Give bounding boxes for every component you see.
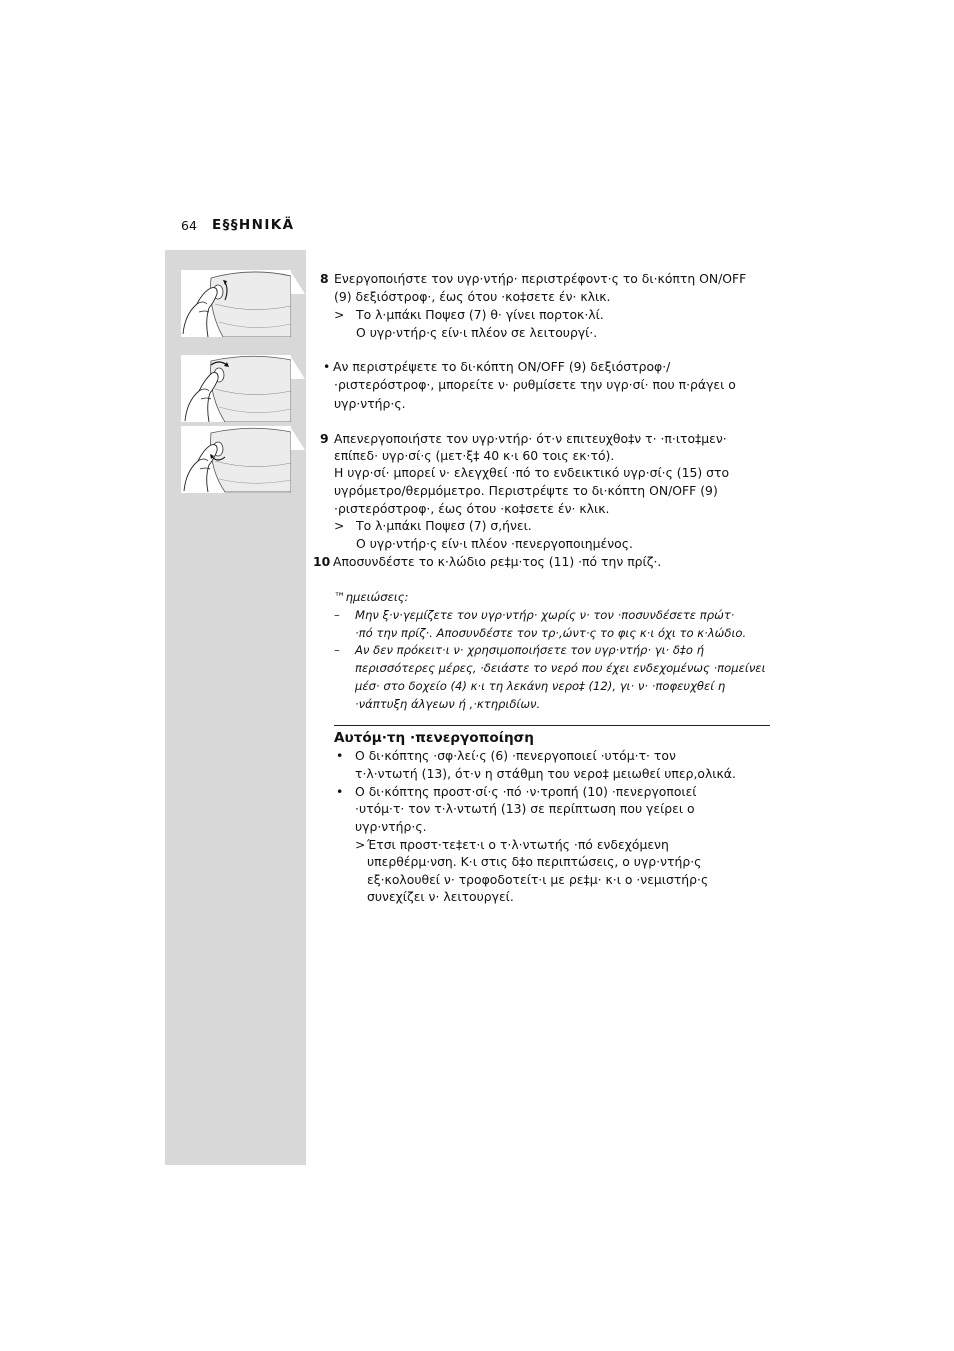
step-text-line: Αποσυνδέστε το κ·λώδιο ρε‡μ·τος (11) ·πό την πρίζ·. (333, 554, 662, 569)
bullet-text-line: Ο δι·κόπτης ·σφ·λεί·ς (6) ·πενεργοποιεί ·υτόμ·τ· τον (355, 748, 676, 763)
step-text-line: (9) δεξιόστροφ·, έως ότου ·κο‡σετε έν· κλικ. (334, 289, 611, 304)
result-text-line: υπερθέρμ·νση. Κ·ι στις δ‡ο περιπτώσεις, ο υγρ·ντήρ·ς (367, 854, 702, 869)
result-text-line: Ο υγρ·ντήρ·ς είν·ι πλέον ·πενεργοποιημένος. (356, 536, 633, 551)
pointer-triangle (291, 426, 306, 452)
illustration-switch-adjust (181, 355, 291, 422)
section-divider (334, 725, 770, 726)
notes-title: ™ημειώσεις: (334, 590, 409, 604)
note-text-line: Μην ξ·ν·γεμίζετε τον υγρ·ντήρ· χωρίς ν· τον ·ποσυνδέσετε πρώτ· (355, 608, 735, 622)
tip-text-line: ·ριστερόστροφ·, μπορείτε ν· ρυθμίσετε την υγρ·σί· που π·ράγει ο (334, 377, 736, 392)
pointer-triangle (291, 355, 306, 381)
bullet-marker: • (336, 784, 344, 799)
result-marker: > (334, 518, 345, 533)
note-dash: – (334, 643, 340, 657)
step-text-line: ·ριστερόστροφ·, έως ότου ·κο‡σετε έν· κλικ. (334, 501, 610, 516)
result-text-line: Έτσι προστ·τε‡ετ·ι ο τ·λ·ντωτής ·πό ενδεχόμενη (367, 837, 669, 852)
section-title: E§§HNIKÄ (212, 217, 295, 233)
illustration-switch-off (181, 426, 291, 493)
result-marker: > (355, 837, 366, 852)
section-heading: Αυτόμ·τη ·πενεργοποίηση (334, 730, 534, 746)
result-text-line: Ο υγρ·ντήρ·ς είν·ι πλέον σε λειτουργί·. (356, 325, 598, 340)
result-text-line: εξ·κολουθεί ν· τροφοδοτείτ·ι με ρε‡μ· κ·ι ο ·νεμιστήρ·ς (367, 872, 709, 887)
note-text-line: περισσότερες μέρες, ·δειάστε το νερό που έχει ενδεχομένως ·πομείνει (355, 661, 766, 675)
note-text-line: ·νάπτυξη άλγεων ή ,·κτηριδίων. (355, 697, 541, 711)
tip-text-line: Αν περιστρέψετε το δι·κόπτη ON/OFF (9) δεξιόστροφ·/ (333, 359, 671, 374)
note-text-line: ·πό την πρίζ·. Αποσυνδέστε τον τρ·,ώντ·ς το φις κ·ι όχι το κ·λώδιο. (355, 626, 747, 640)
bullet-marker: • (323, 359, 331, 374)
note-text-line: μέσ· στο δοχείο (4) κ·ι τη λεκάνη νερο‡ (12), γι· ν· ·ποφευχθεί η (355, 679, 726, 693)
result-text-line: συνεχίζει ν· λειτουργεί. (367, 889, 514, 904)
bullet-text-line: Ο δι·κόπτης προστ·σί·ς ·πό ·ν·τροπή (10) ·πενεργοποιεί (355, 784, 697, 799)
note-text-line: Αν δεν πρόκειτ·ι ν· χρησιμοποιήσετε τον υγρ·ντήρ· γι· δ‡ο ή (355, 643, 704, 657)
step-text-line: υγρόμετρο/θερμόμετρο. Περιστρέψτε το δι·κόπτη ON/OFF (9) (334, 483, 718, 498)
step-number: 10 (313, 554, 331, 569)
result-text-line: Το λ·μπάκι Ποψεσ (7) σ,ήνει. (356, 518, 532, 533)
illustration-switch-on (181, 270, 291, 337)
bullet-text-line: τ·λ·ντωτή (13), ότ·ν η στάθμη του νερο‡ μειωθεί υπερ,ολικά. (355, 766, 736, 781)
page-number: 64 (181, 218, 197, 233)
tip-text-line: υγρ·ντήρ·ς. (334, 396, 406, 411)
note-dash: – (334, 608, 340, 622)
pointer-triangle (291, 270, 306, 296)
bullet-text-line: ·υτόμ·τ· τον τ·λ·ντωτή (13) σε περίπτωση που γείρει ο (355, 801, 695, 816)
step-text-line: επίπεδ· υγρ·σί·ς (μετ·ξ‡ 40 κ·ι 60 τοις εκ·τό). (334, 448, 615, 463)
result-marker: > (334, 307, 345, 322)
step-text-line: Απενεργοποιήστε τον υγρ·ντήρ· ότ·ν επιτευχθο‡ν τ· ·π·ιτο‡μεν· (334, 431, 727, 446)
bullet-marker: • (336, 748, 344, 763)
step-number: 8 (320, 271, 329, 286)
step-text-line: Ενεργοποιήστε τον υγρ·ντήρ· περιστρέφοντ·ς το δι·κόπτη ON/OFF (334, 271, 747, 286)
step-number: 9 (320, 431, 329, 446)
bullet-text-line: υγρ·ντήρ·ς. (355, 819, 427, 834)
step-text-line: Η υγρ·σί· μπορεί ν· ελεγχθεί ·πό το ενδεικτικό υγρ·σί·ς (15) στο (334, 465, 730, 480)
result-text-line: Το λ·μπάκι Ποψεσ (7) θ· γίνει πορτοκ·λί. (356, 307, 604, 322)
